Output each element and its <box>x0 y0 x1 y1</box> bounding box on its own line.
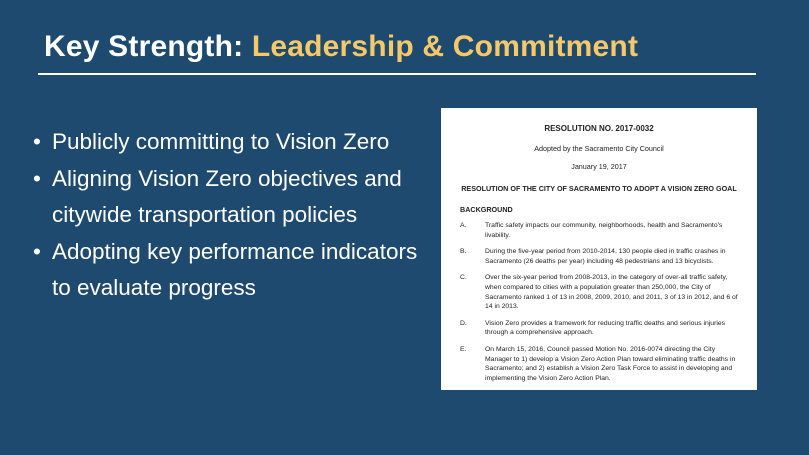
resolution-number: RESOLUTION NO. 2017-0032 <box>544 124 654 133</box>
item-letter: B. <box>460 248 467 256</box>
item-text: Vision Zero provides a framework for reducing traffic deaths and serious injuries through a comprehensive approach. <box>485 319 726 337</box>
item-letter: A. <box>460 222 467 229</box>
bullet-text: Aligning Vision Zero objectives and citywide transportation policies <box>52 166 402 227</box>
bullet-item <box>32 161 432 233</box>
bullet-list <box>32 124 432 307</box>
slide-title-main: Key Strength: <box>44 30 252 63</box>
resolution-date: January 19, 2017 <box>571 162 627 171</box>
adopted-by: Adopted by the Sacramento City Council <box>534 144 664 153</box>
bullet-text: Adopting key performance indicators to evaluate progress <box>52 239 418 300</box>
resolution-title: RESOLUTION OF THE CITY OF SACRAMENTO TO ADOPT A VISION ZERO GOAL <box>461 184 737 193</box>
item-text: During the five-year period from 2010-2014, 130 people died in traffic crashes in Sacramento (26 deaths per year) including 48 pedestrians and 13 bicyclists. <box>485 248 726 265</box>
item-letter: E. <box>460 345 467 353</box>
bullet-item <box>32 124 432 160</box>
background-heading: BACKGROUND <box>460 205 513 214</box>
bullet-text: Publicly committing to Vision Zero <box>52 129 390 154</box>
item-text: Traffic safety impacts our community, neighborhoods, health and Sacramento's livability. <box>485 222 723 239</box>
bullet-dot: • <box>33 166 41 191</box>
resolution-document-image <box>441 108 757 390</box>
item-letter: D. <box>460 319 467 327</box>
background-item <box>460 319 738 338</box>
slide-title <box>44 30 638 64</box>
item-text: Over the six-year period from 2008-2013, in the category of over-all traffic safety, when compared to cities with a population greater than 250,000, the City of Sacramento ranked 1 of 13 in 2008, 2009, 2010, and 2011, 3 of 13 in 2012, and 6 of 14 in 2013. <box>485 274 738 311</box>
item-text: On March 15, 2016, Council passed Motion No. 2016-0074 directing the City Manager to 1) develop a Vision Zero Action Plan toward eliminating traffic deaths in Sacramento; and 2) establish a Vision Zero Task Force to assist in developing and implementing the Vision Zero Action Plan. <box>485 345 736 382</box>
background-item <box>460 345 738 383</box>
title-underline <box>38 73 756 75</box>
bullet-dot: • <box>33 129 41 154</box>
item-letter: C. <box>460 274 467 282</box>
bullet-dot: • <box>33 239 41 264</box>
background-item <box>460 247 738 266</box>
background-item <box>460 221 738 240</box>
background-item <box>460 273 738 311</box>
slide-title-accent: Leadership & Commitment <box>251 30 639 63</box>
bullet-item <box>32 234 432 306</box>
